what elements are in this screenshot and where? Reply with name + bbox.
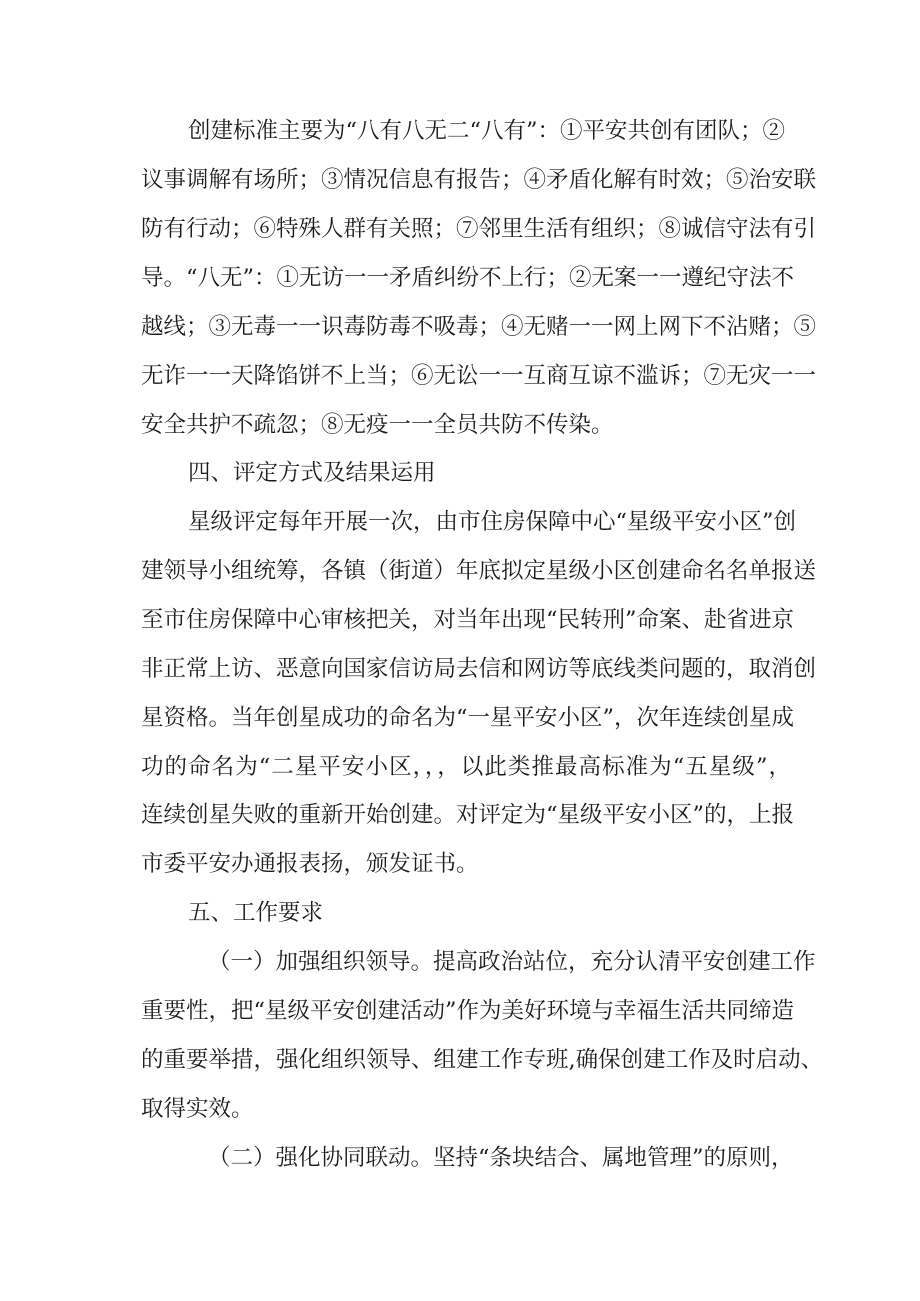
line-text: 越线；③无毒一一识毒防毒不吸毒；④无赌一一网上网下不沾赌；⑤ (141, 314, 817, 340)
text-line-10 (0, 553, 920, 589)
line-text: 创建标准主要为“八有八无二“八有”：①平安共创有团队；② (188, 118, 786, 144)
text-line-14 (0, 749, 920, 785)
text-line-15 (0, 797, 920, 833)
line-text: 安全共护不疏忽；⑧无疫一一全员共防不传染。 (141, 412, 614, 438)
text-line-16 (0, 846, 920, 882)
text-line-20 (0, 1042, 920, 1078)
line-text: 连续创星失败的重新开始创建。对评定为“星级平安小区”的，上报 (141, 802, 795, 828)
section-heading-5 (0, 895, 920, 931)
line-text: 取得实效。 (141, 1096, 254, 1122)
text-line-1 (0, 113, 920, 149)
line-text: 市委平安办通报表扬，颁发证书。 (141, 851, 479, 877)
line-text: （一）加强组织领导。提高政治站位，充分认清平安创建工作 (208, 949, 816, 975)
line-text: 的重要举措，强化组织领导、组建工作专班,确保创建工作及时启动、 (141, 1047, 824, 1073)
text-line-3 (0, 211, 920, 247)
text-line-22 (0, 1140, 920, 1176)
line-text: 议事调解有场所；③情况信息有报告；④矛盾化解有时效；⑤治安联 (141, 167, 817, 193)
text-line-18 (0, 944, 920, 980)
section-heading-4 (0, 455, 920, 491)
text-line-21 (0, 1091, 920, 1127)
text-line-11 (0, 602, 920, 638)
text-line-7 (0, 407, 920, 443)
line-text: 建领导小组统筹，各镇（街道）年底拟定星级小区创建命名名单报送 (141, 558, 817, 584)
text-line-19 (0, 993, 920, 1029)
line-text: 导。“八无”：①无访一一矛盾纠纷不上行；②无案一一遵纪守法不 (141, 265, 795, 291)
line-text: （二）强化协同联动。坚持“条块结合、属地管理”的原则， (208, 1145, 794, 1171)
line-text: 重要性，把“星级平安创建活动”作为美好环境与幸福生活共同缔造 (141, 998, 795, 1024)
line-text: 四、评定方式及结果运用 (188, 460, 436, 486)
text-line-12 (0, 651, 920, 687)
text-line-2 (0, 162, 920, 198)
text-line-5 (0, 309, 920, 345)
text-line-4 (0, 260, 920, 296)
line-text: 五、工作要求 (188, 900, 324, 926)
text-line-9 (0, 504, 920, 540)
line-text: 防有行动；⑥特殊人群有关照；⑦邻里生活有组织；⑧诚信守法有引 (141, 216, 817, 242)
text-line-6 (0, 358, 920, 394)
line-text: 功的命名为“二星平安小区，，，以此类推最高标准为“五星级”， (141, 754, 791, 780)
line-text: 星资格。当年创星成功的命名为“一星平安小区”，次年连续创星成 (141, 705, 795, 731)
text-line-13 (0, 700, 920, 736)
line-text: 星级评定每年开展一次，由市住房保障中心“星级平安小区”创 (188, 509, 797, 535)
line-text: 非正常上访、恶意向国家信访局去信和网访等底线类问题的，取消创 (141, 656, 817, 682)
line-text: 无诈一一天降馅饼不上当；⑥无讼一一互商互谅不滥诉；⑦无灾一一 (141, 363, 817, 389)
line-text: 至市住房保障中心审核把关，对当年出现“民转刑”命案、赴省进京 (141, 607, 795, 633)
